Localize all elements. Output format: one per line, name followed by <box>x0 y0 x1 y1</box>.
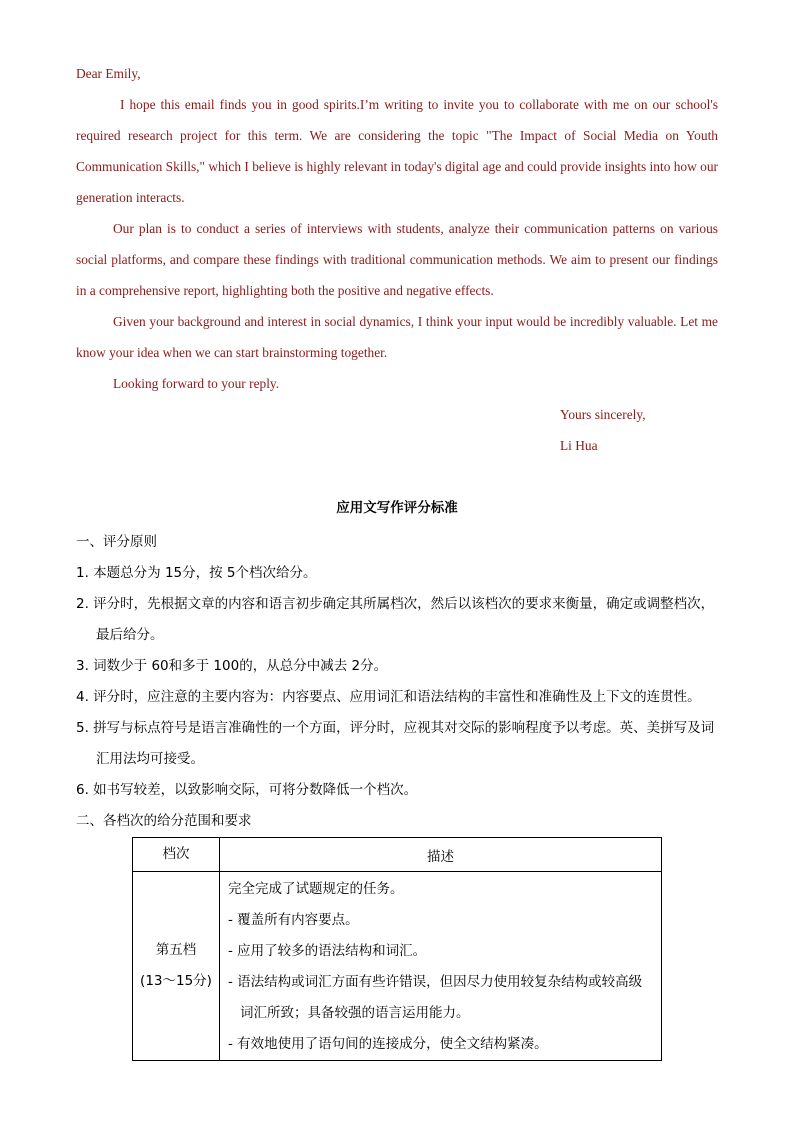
level-range: (13～15分) <box>140 973 212 989</box>
letter-paragraph: Looking forward to your reply. <box>113 376 280 391</box>
table-header-row <box>133 838 662 872</box>
level-name: 第五档 <box>155 942 197 958</box>
table-row <box>133 872 662 1061</box>
description-point: - 语法结构或词汇方面有些许错误，但因尽力使用较复杂结构或较高级词汇所致；具备较强的语言运用能力。 <box>228 974 643 1021</box>
email-letter <box>76 58 718 461</box>
scoring-table <box>132 837 662 1061</box>
principle-item: 1. 本题总分为 15分，按 5个档次给分。 <box>76 565 317 581</box>
letter-paragraph: Given your background and interest in social dynamics, I think your input would be incredibly valuable. Let me know your idea when we can start brainstorming together. <box>76 314 718 360</box>
letter-closing: Yours sincerely, <box>560 407 646 422</box>
level-cell <box>133 872 220 1061</box>
principle-item: 4. 评分时，应注意的主要内容为：内容要点、应用词汇和语法结构的丰富性和准确性及上下文的连贯性。 <box>76 689 701 705</box>
description-intro: 完全完成了试题规定的任务。 <box>228 881 404 897</box>
description-point: - 应用了较多的语法结构和词汇。 <box>228 943 427 959</box>
section-heading: 一、评分原则 <box>76 534 157 550</box>
table-header-level: 档次 <box>133 838 220 872</box>
letter-signature: Li Hua <box>560 438 598 453</box>
description-point: - 覆盖所有内容要点。 <box>228 912 359 928</box>
description-point: - 有效地使用了语句间的连接成分，使全文结构紧凑。 <box>228 1036 548 1052</box>
section-heading: 二、各档次的给分范围和要求 <box>76 813 252 829</box>
principle-item: 6. 如书写较差，以致影响交际，可将分数降低一个档次。 <box>76 782 418 798</box>
principle-item: 5. 拼写与标点符号是语言准确性的一个方面，评分时，应视其对交际的影响程度予以考虑。英、美拼写及词汇用法均可接受。 <box>76 720 715 767</box>
letter-salutation: Dear Emily, <box>76 66 141 81</box>
scoring-title: 应用文写作评分标准 <box>336 500 458 516</box>
description-cell <box>220 872 662 1061</box>
table-header-description: 描述 <box>220 838 662 872</box>
principle-item: 3. 词数少于 60和多于 100的，从总分中减去 2分。 <box>76 658 388 674</box>
letter-paragraph: I hope this email finds you in good spirits.I’m writing to invite you to collaborate with me on our school's required research project for this term. We are considering the topic "The Impact of Social Media on Youth Communication Skills," which I believe is highly relevant in today's digital age and could provide insights into how our generation interacts. <box>76 97 718 205</box>
letter-paragraph: Our plan is to conduct a series of interviews with students, analyze their communication patterns on various social platforms, and compare these findings with traditional communication methods. We aim to present our findings in a comprehensive report, highlighting both the positive and negative effects. <box>76 221 718 298</box>
principle-item: 2. 评分时，先根据文章的内容和语言初步确定其所属档次，然后以该档次的要求来衡量，确定或调整档次，最后给分。 <box>76 596 715 643</box>
scoring-principles <box>76 527 724 837</box>
